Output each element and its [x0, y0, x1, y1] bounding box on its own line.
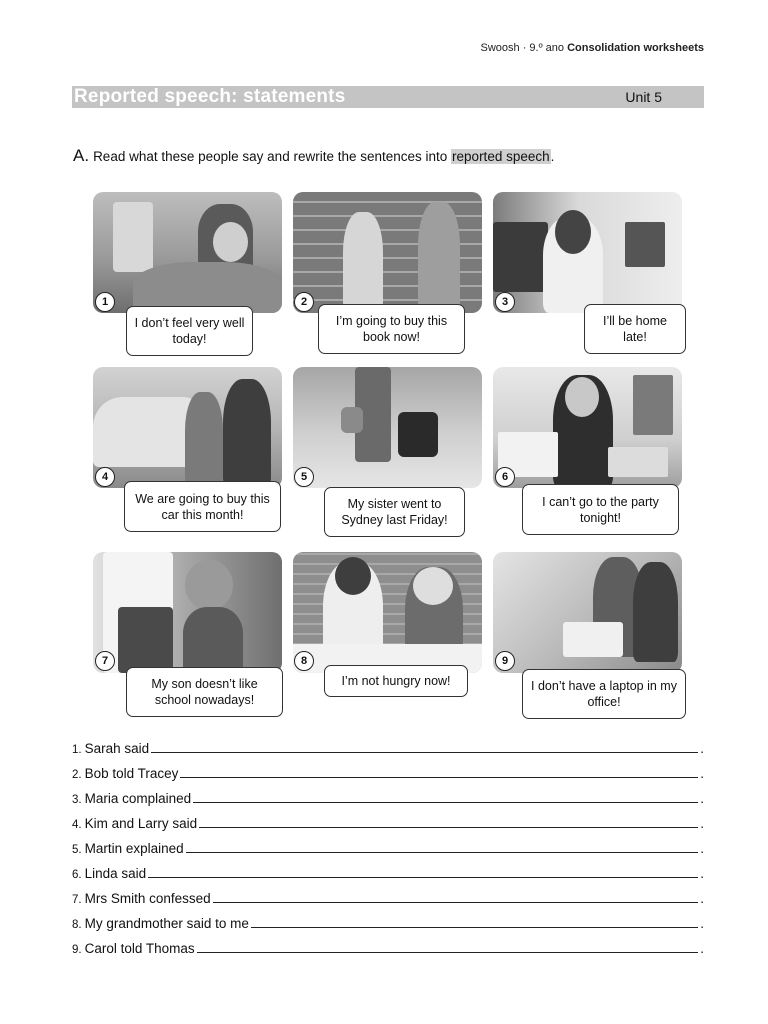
series-name: Swoosh · 9.º ano [480, 42, 565, 54]
worksheet-name: Consolidation worksheets [567, 42, 704, 54]
photo-3 [493, 192, 682, 313]
speech-bubble-8: I’m not hungry now! [324, 665, 468, 697]
speech-bubble-4: We are going to buy this car this month! [124, 481, 281, 532]
answer-lines [72, 740, 704, 965]
page-header [481, 42, 705, 54]
speech-bubble-9: I don’t have a laptop in my office! [522, 669, 686, 719]
photo-5 [293, 367, 482, 488]
photo-number-4: 4 [95, 467, 115, 487]
answer-blank[interactable] [251, 915, 698, 928]
answer-number: 6. [72, 869, 82, 881]
instruction-highlight: reported speech [452, 149, 550, 164]
photo-number-2: 2 [294, 292, 314, 312]
answer-line-8: 8. My grandmother said to me . [72, 916, 704, 931]
answer-blank[interactable] [186, 840, 699, 853]
photo-2 [293, 192, 482, 313]
answer-prompt: Mrs Smith confessed [84, 891, 211, 906]
photo-number-9: 9 [495, 651, 515, 671]
answer-line-1: 1. Sarah said . [72, 741, 704, 756]
answer-number: 9. [72, 944, 82, 956]
answer-prompt: Sarah said [84, 741, 150, 756]
answer-number: 2. [72, 769, 82, 781]
answer-number: 4. [72, 819, 82, 831]
answer-line-6: 6. Linda said . [72, 866, 704, 881]
photo-number-8: 8 [294, 651, 314, 671]
answer-number: 3. [72, 794, 82, 806]
answer-prompt: Martin explained [84, 841, 184, 856]
instruction-end: . [550, 149, 555, 164]
answer-line-2: 2. Bob told Tracey . [72, 766, 704, 781]
photo-number-3: 3 [495, 292, 515, 312]
answer-prompt: Maria complained [84, 791, 192, 806]
speech-bubble-1: I don’t feel very well today! [126, 306, 253, 356]
photo-number-5: 5 [294, 467, 314, 487]
answer-blank[interactable] [199, 815, 698, 828]
answer-number: 8. [72, 919, 82, 931]
answer-number: 1. [72, 744, 82, 756]
answer-blank[interactable] [197, 940, 699, 953]
unit-label: Unit 5 [625, 89, 662, 105]
answer-line-9: 9. Carol told Thomas . [72, 941, 704, 956]
photo-4 [93, 367, 282, 488]
photo-7 [93, 552, 282, 673]
exercise-letter: A. [73, 146, 90, 165]
answer-prompt: Kim and Larry said [84, 816, 198, 831]
answer-blank[interactable] [213, 890, 699, 903]
title-bar [72, 86, 704, 108]
photo-number-7: 7 [95, 651, 115, 671]
photo-1 [93, 192, 282, 313]
speech-bubble-5: My sister went to Sydney last Friday! [324, 487, 465, 537]
speech-bubble-3: I’ll be home late! [584, 304, 686, 354]
answer-line-5: 5. Martin explained . [72, 841, 704, 856]
answer-line-3: 3. Maria complained . [72, 791, 704, 806]
answer-prompt: Carol told Thomas [84, 941, 195, 956]
answer-number: 5. [72, 844, 82, 856]
photo-8 [293, 552, 482, 673]
answer-blank[interactable] [151, 740, 698, 753]
answer-blank[interactable] [180, 765, 698, 778]
instruction [73, 146, 554, 166]
page-title: Reported speech: statements [74, 86, 346, 107]
instruction-text: Read what these people say and rewrite the sentences into [93, 149, 452, 164]
speech-bubble-7: My son doesn’t like school nowadays! [126, 667, 283, 717]
answer-line-7: 7. Mrs Smith confessed . [72, 891, 704, 906]
speech-bubble-2: I’m going to buy this book now! [318, 304, 465, 354]
answer-prompt: Linda said [84, 866, 147, 881]
answer-blank[interactable] [148, 865, 698, 878]
answer-prompt: My grandmother said to me [84, 916, 249, 931]
answer-number: 7. [72, 894, 82, 906]
photo-number-1: 1 [95, 292, 115, 312]
photo-6 [493, 367, 682, 488]
answer-blank[interactable] [193, 790, 698, 803]
answer-prompt: Bob told Tracey [84, 766, 179, 781]
speech-bubble-6: I can’t go to the party tonight! [522, 484, 679, 535]
answer-line-4: 4. Kim and Larry said . [72, 816, 704, 831]
photo-9 [493, 552, 682, 673]
photo-number-6: 6 [495, 467, 515, 487]
